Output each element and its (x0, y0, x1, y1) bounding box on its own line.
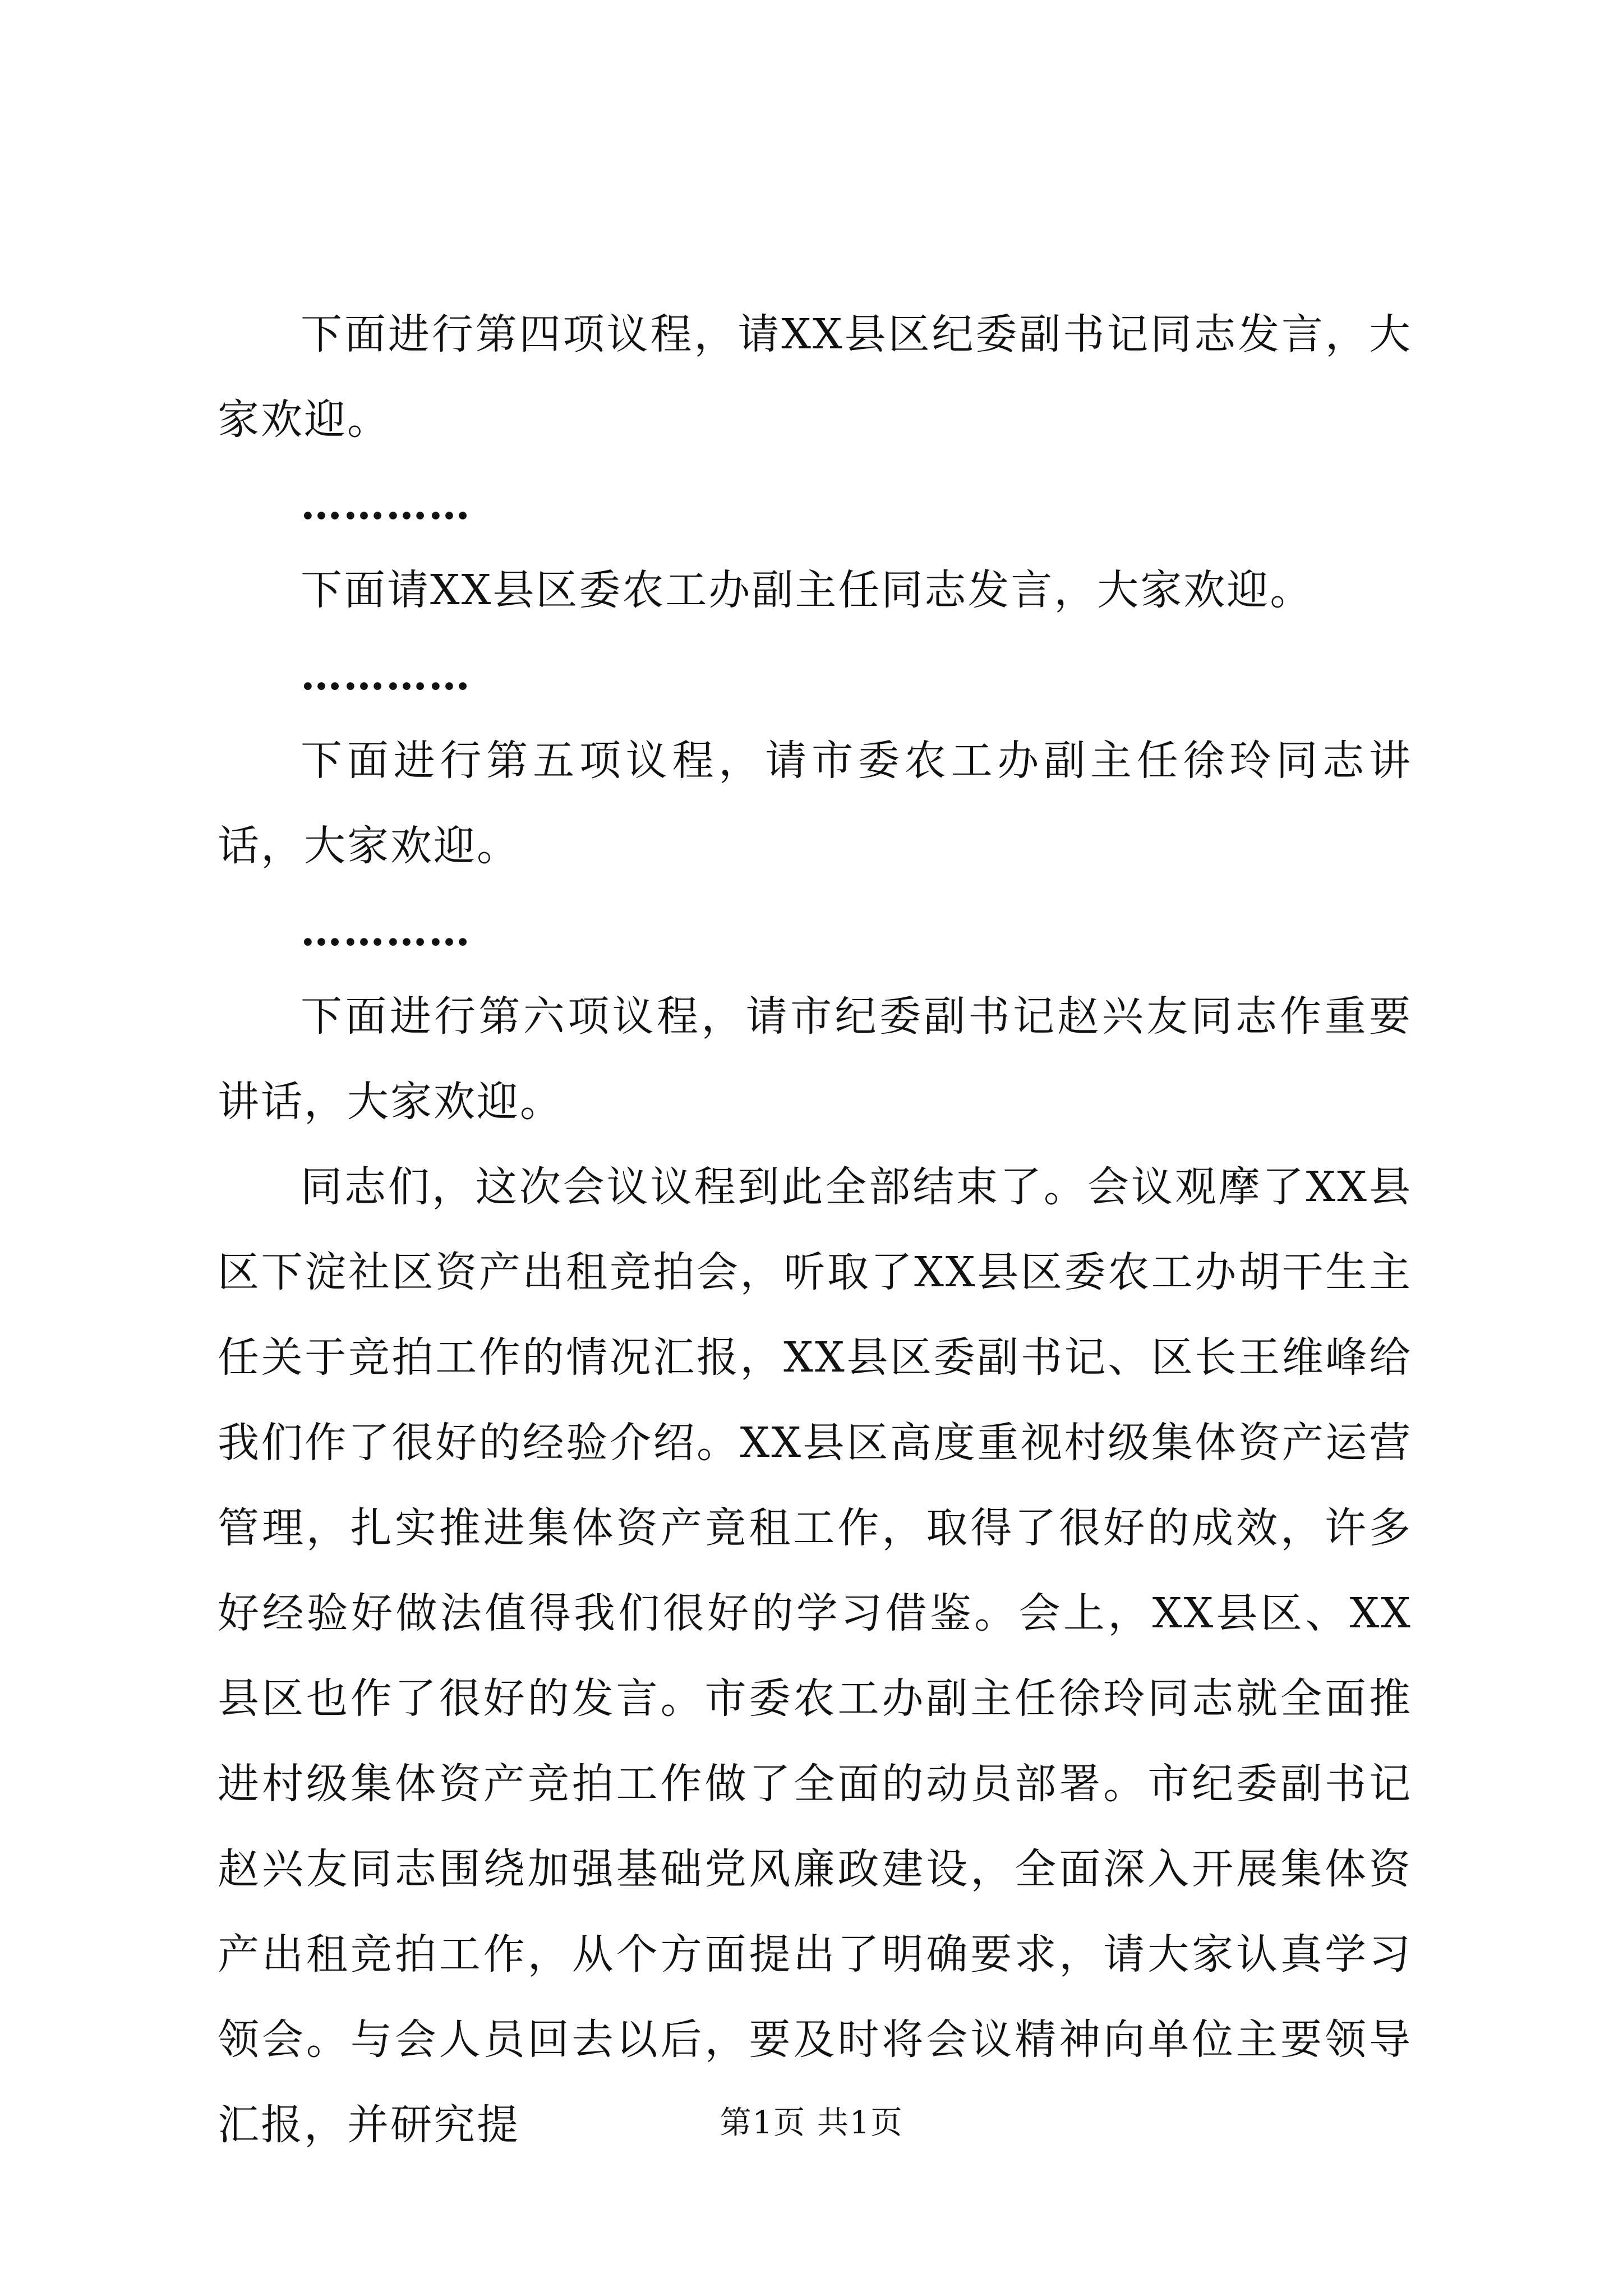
page-footer: 第1页 共1页 (720, 2105, 903, 2141)
ellipsis-separator: ………… (301, 907, 471, 955)
paragraph-closing-summary: 同志们，这次会议议程到此全部结束了。会议观摩了XX县区下淀社区资产出租竞拍会，听取了XX县区委农工办胡干生主任关于竞拍工作的情况汇报，XX县区委副书记、区长王维峰给我们作了很好的经验介绍。XX县区高度重视村级集体资产运营管理，扎实推进集体资产竟租工作，取得了很好的成效，许多好经验好做法值得我们很好的学习借鉴。会上，XX县区、XX县区也作了很好的发言。市委农工办副主任徐玲同志就全面推进村级集体资产竞拍工作做了全面的动员部署。市纪委副书记赵兴友同志围绕加强基础党风廉政建设，全面深入开展集体资产出租竞拍工作，从个方面提出了明确要求，请大家认真学习领会。与会人员回去以后，要及时将会议精神向单位主要领导汇报，并研究提 (218, 1163, 1412, 2149)
paragraph-agenda-6: 下面进行第六项议程，请市纪委副书记赵兴友同志作重要讲话，大家欢迎。 (218, 992, 1412, 1126)
ellipsis-separator: ………… (301, 651, 471, 700)
paragraph-agenda-4: 下面进行第四项议程，请XX县区纪委副书记同志发言，大家欢迎。 (218, 310, 1412, 444)
document-body (218, 292, 1412, 2168)
paragraph-agenda-4b: 下面请XX县区委农工办副主任同志发言，大家欢迎。 (301, 566, 1313, 614)
paragraph-agenda-5: 下面进行第五项议程，请市委农工办副主任徐玲同志讲话，大家欢迎。 (218, 737, 1412, 870)
ellipsis-separator: ………… (301, 481, 471, 529)
